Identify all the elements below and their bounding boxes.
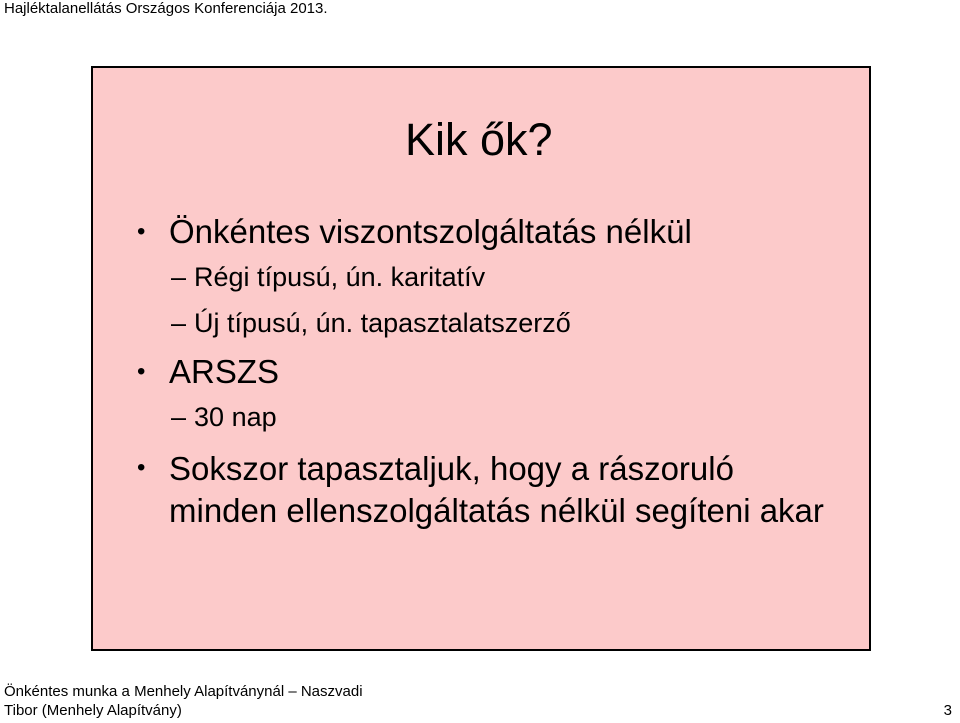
dash-marker: – xyxy=(171,262,187,292)
dash-marker: – xyxy=(171,308,187,338)
dash-marker: – xyxy=(171,402,187,432)
slide-frame xyxy=(91,66,871,651)
bullet-item-experience: Sokszor tapasztaljuk, hogy a rászoruló minden ellenszolgáltatás nélkül segíteni akar xyxy=(169,450,824,529)
footer-line-1: Önkéntes munka a Menhely Alapítványnál – Naszvadi xyxy=(4,683,363,700)
bullet-item-volunteering: Önkéntes viszontszolgáltatás nélkül xyxy=(169,213,692,250)
document-footer xyxy=(4,682,363,720)
page-number: 3 xyxy=(943,702,952,719)
bullet-marker: • xyxy=(137,358,146,385)
subitem-new-type xyxy=(171,306,571,340)
subitem-old-type-text: Régi típusú, ún. karitatív xyxy=(194,262,486,292)
subitem-new-type-text: Új típusú, ún. tapasztalatszerző xyxy=(194,308,571,338)
bullet-item-arszs: ARSZS xyxy=(169,353,280,390)
footer-line-2: Tibor (Menhely Alapítvány) xyxy=(4,702,182,719)
subitem-30-days xyxy=(171,400,277,434)
document-header: Hajléktalanellátás Országos Konferenciája 2013. xyxy=(4,0,328,17)
bullet-marker: • xyxy=(137,454,146,481)
subitem-30-days-text: 30 nap xyxy=(194,402,277,432)
bullet-marker: • xyxy=(137,218,146,245)
subitem-old-type xyxy=(171,260,485,294)
slide-title: Kik ők? xyxy=(405,114,553,165)
